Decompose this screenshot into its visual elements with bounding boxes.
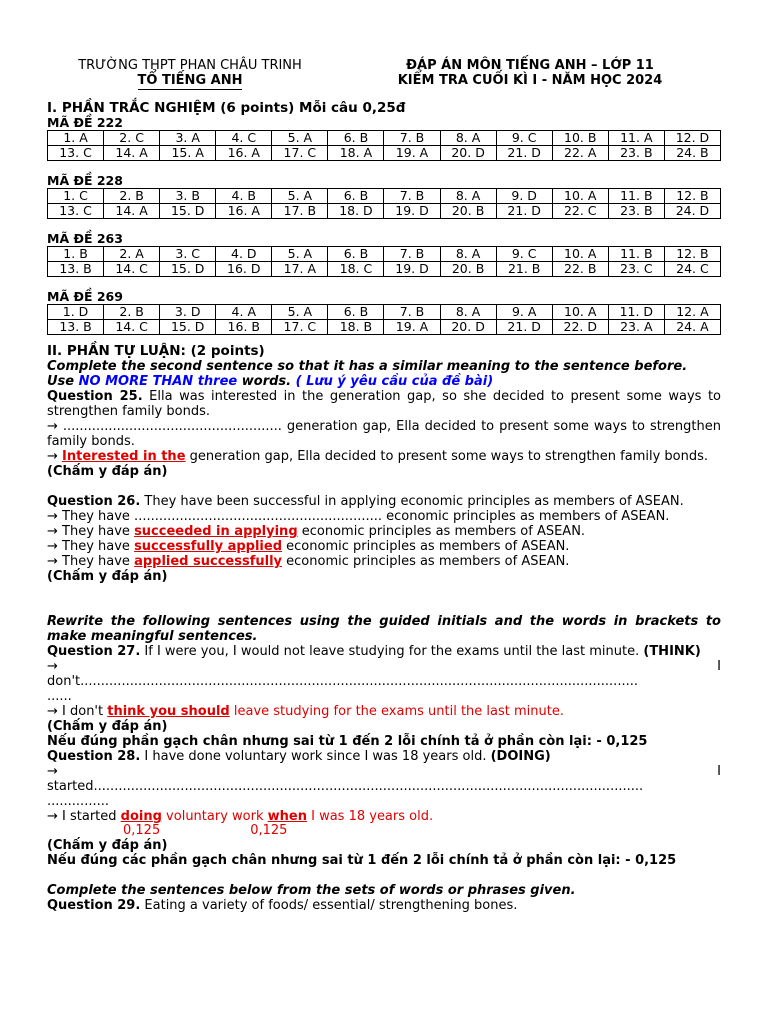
q27-answer: → I don't think you should leave studying for the exams until the last minute. bbox=[47, 704, 564, 719]
answer-cell: 2. B bbox=[104, 305, 160, 320]
answer-cell: 15. D bbox=[160, 204, 216, 219]
answer-cell: 21. B bbox=[496, 262, 552, 277]
answer-row bbox=[48, 262, 721, 277]
part2-title: II. PHẦN TỰ LUẬN: (2 points) bbox=[47, 343, 265, 359]
answer-row bbox=[48, 189, 721, 204]
q27-blank: → I bbox=[47, 659, 721, 674]
code-label: MÃ ĐỀ 263 bbox=[47, 231, 123, 246]
answer-cell: 3. D bbox=[160, 305, 216, 320]
q26-answer: → They have succeeded in applying economic principles as members of ASEAN. bbox=[47, 524, 586, 539]
answer-cell: 2. C bbox=[104, 131, 160, 146]
answer-cell: 18. C bbox=[328, 262, 384, 277]
answer-cell: 10. B bbox=[552, 131, 608, 146]
answer-cell: 22. D bbox=[552, 320, 608, 335]
header-right bbox=[385, 58, 675, 88]
answer-cell: 21. D bbox=[496, 320, 552, 335]
answer-cell: 5. A bbox=[272, 305, 328, 320]
answer-cell: 9. C bbox=[496, 131, 552, 146]
answer-cell: 24. D bbox=[664, 204, 720, 219]
answer-cell: 7. B bbox=[384, 305, 440, 320]
answer-cell: 23. A bbox=[608, 320, 664, 335]
code-label: MÃ ĐỀ 269 bbox=[47, 289, 123, 304]
answer-cell: 12. D bbox=[664, 131, 720, 146]
answer-cell: 16. D bbox=[216, 262, 272, 277]
answer-cell: 16. A bbox=[216, 146, 272, 161]
q28-note: (Chấm y đáp án) bbox=[47, 838, 168, 853]
answer-cell: 21. D bbox=[496, 146, 552, 161]
answer-cell: 20. B bbox=[440, 262, 496, 277]
question-25: Question 25. Ella was interested in the generation gap, so she decided to present some ways to strengthen family bonds. bbox=[47, 389, 721, 419]
answer-cell: 13. B bbox=[48, 262, 104, 277]
q27-blank-line: don't....................................................................................................................................... bbox=[47, 674, 638, 689]
answer-cell: 24. B bbox=[664, 146, 720, 161]
answer-cell: 14. C bbox=[104, 262, 160, 277]
answer-table-228 bbox=[47, 188, 721, 219]
answer-cell: 19. D bbox=[384, 204, 440, 219]
answer-cell: 8. A bbox=[440, 305, 496, 320]
answer-cell: 11. B bbox=[608, 247, 664, 262]
q26-answer: → They have successfully applied economic principles as members of ASEAN. bbox=[47, 539, 570, 554]
answer-cell: 4. A bbox=[216, 305, 272, 320]
answer-cell: 2. B bbox=[104, 189, 160, 204]
document-body bbox=[47, 100, 721, 913]
answer-cell: 22. A bbox=[552, 146, 608, 161]
answer-cell: 15. D bbox=[160, 262, 216, 277]
answer-cell: 9. A bbox=[496, 305, 552, 320]
answer-row bbox=[48, 247, 721, 262]
answer-cell: 13. B bbox=[48, 320, 104, 335]
answer-cell: 12. A bbox=[664, 305, 720, 320]
answer-cell: 11. A bbox=[608, 131, 664, 146]
answer-cell: 22. C bbox=[552, 204, 608, 219]
answer-cell: 16. A bbox=[216, 204, 272, 219]
answer-row bbox=[48, 305, 721, 320]
answer-cell: 6. B bbox=[328, 131, 384, 146]
answer-cell: 13. C bbox=[48, 204, 104, 219]
answer-row bbox=[48, 320, 721, 335]
answer-cell: 14. C bbox=[104, 320, 160, 335]
answer-cell: 3. A bbox=[160, 131, 216, 146]
answer-cell: 12. B bbox=[664, 247, 720, 262]
answer-cell: 10. A bbox=[552, 189, 608, 204]
answer-cell: 10. A bbox=[552, 247, 608, 262]
answer-cell: 13. C bbox=[48, 146, 104, 161]
q27-blank-end: ...... bbox=[47, 689, 72, 704]
q26-note: (Chấm y đáp án) bbox=[47, 569, 168, 584]
q25-answer: → Interested in the generation gap, Ella decided to present some ways to strengthen family bonds. bbox=[47, 449, 709, 464]
answer-row bbox=[48, 146, 721, 161]
answer-cell: 1. A bbox=[48, 131, 104, 146]
answer-cell: 23. B bbox=[608, 146, 664, 161]
answer-cell: 20. B bbox=[440, 204, 496, 219]
answer-cell: 23. B bbox=[608, 204, 664, 219]
answer-cell: 1. C bbox=[48, 189, 104, 204]
q27-note: (Chấm y đáp án) bbox=[47, 719, 168, 734]
answer-cell: 7. B bbox=[384, 189, 440, 204]
q26-answer: → They have applied successfully economic principles as members of ASEAN. bbox=[47, 554, 570, 569]
question-28: Question 28. I have done voluntary work since I was 18 years old. (DOING) bbox=[47, 749, 551, 764]
answer-cell: 18. B bbox=[328, 320, 384, 335]
code-label: MÃ ĐỀ 222 bbox=[47, 115, 123, 130]
answer-cell: 17. C bbox=[272, 320, 328, 335]
answer-cell: 14. A bbox=[104, 204, 160, 219]
answer-cell: 4. D bbox=[216, 247, 272, 262]
answer-cell: 3. B bbox=[160, 189, 216, 204]
school-name: TRƯỜNG THPT PHAN CHÂU TRINH bbox=[78, 58, 302, 73]
answer-cell: 21. D bbox=[496, 204, 552, 219]
document-title: ĐÁP ÁN MÔN TIẾNG ANH – LỚP 11 bbox=[406, 58, 654, 73]
answer-cell: 8. A bbox=[440, 247, 496, 262]
question-26: Question 26. They have been successful in applying economic principles as members of ASEAN. bbox=[47, 494, 684, 509]
answer-cell: 20. D bbox=[440, 146, 496, 161]
question-29: Question 29. Eating a variety of foods/ essential/ strengthening bones. bbox=[47, 898, 518, 913]
q27-rule: Nếu đúng phần gạch chân nhưng sai từ 1 đến 2 lỗi chính tả ở phần còn lại: - 0,125 bbox=[47, 734, 648, 749]
instruction-rewrite: Rewrite the following sentences using the guided initials and the words in brackets to make meaningful sentences. bbox=[47, 614, 721, 644]
answer-cell: 3. C bbox=[160, 247, 216, 262]
header-left bbox=[60, 58, 320, 90]
answer-cell: 4. C bbox=[216, 131, 272, 146]
answer-cell: 6. B bbox=[328, 189, 384, 204]
answer-cell: 1. D bbox=[48, 305, 104, 320]
answer-cell: 5. A bbox=[272, 247, 328, 262]
q26-blank: → They have ............................................................ economic principles as members of ASEAN. bbox=[47, 509, 670, 524]
answer-cell: 19. A bbox=[384, 320, 440, 335]
q28-blank-end: ............... bbox=[47, 794, 109, 809]
answer-cell: 9. D bbox=[496, 189, 552, 204]
answer-cell: 2. A bbox=[104, 247, 160, 262]
q28-rule: Nếu đúng các phần gạch chân nhưng sai từ 1 đến 2 lỗi chính tả ở phần còn lại: - 0,125 bbox=[47, 853, 677, 868]
answer-table-269 bbox=[47, 304, 721, 335]
answer-cell: 8. A bbox=[440, 189, 496, 204]
answer-cell: 24. A bbox=[664, 320, 720, 335]
answer-cell: 15. A bbox=[160, 146, 216, 161]
answer-cell: 18. D bbox=[328, 204, 384, 219]
answer-row bbox=[48, 131, 721, 146]
answer-cell: 6. B bbox=[328, 305, 384, 320]
question-27: Question 27. If I were you, I would not leave studying for the exams until the last minute. (THINK) bbox=[47, 644, 701, 659]
answer-cell: 24. C bbox=[664, 262, 720, 277]
answer-cell: 5. A bbox=[272, 189, 328, 204]
instruction-limit: Use NO MORE THAN three words. ( Lưu ý yêu cầu của đề bài) bbox=[47, 374, 494, 389]
answer-cell: 8. A bbox=[440, 131, 496, 146]
answer-cell: 11. D bbox=[608, 305, 664, 320]
instruction: Complete the second sentence so that it has a similar meaning to the sentence before. bbox=[47, 359, 688, 374]
answer-cell: 23. C bbox=[608, 262, 664, 277]
answer-cell: 12. B bbox=[664, 189, 720, 204]
answer-table-263 bbox=[47, 246, 721, 277]
answer-cell: 7. B bbox=[384, 247, 440, 262]
answer-cell: 7. B bbox=[384, 131, 440, 146]
answer-cell: 10. A bbox=[552, 305, 608, 320]
q25-note: (Chấm y đáp án) bbox=[47, 464, 168, 479]
answer-cell: 6. B bbox=[328, 247, 384, 262]
answer-cell: 1. B bbox=[48, 247, 104, 262]
answer-cell: 19. D bbox=[384, 262, 440, 277]
answer-cell: 15. D bbox=[160, 320, 216, 335]
answer-cell: 19. A bbox=[384, 146, 440, 161]
document-subtitle: KIỂM TRA CUỐI KÌ I - NĂM HỌC 2024 bbox=[397, 73, 663, 88]
answer-cell: 11. B bbox=[608, 189, 664, 204]
answer-cell: 14. A bbox=[104, 146, 160, 161]
answer-cell: 9. C bbox=[496, 247, 552, 262]
q28-scores: 0,125 0,125 bbox=[123, 823, 288, 838]
code-label: MÃ ĐỀ 228 bbox=[47, 173, 123, 188]
part1-title: I. PHẦN TRẮC NGHIỆM (6 points) Mỗi câu 0,25đ bbox=[47, 100, 406, 116]
answer-cell: 4. B bbox=[216, 189, 272, 204]
q28-blank-line: started..................................................................................................................................... bbox=[47, 779, 644, 794]
answer-cell: 22. B bbox=[552, 262, 608, 277]
q28-blank: → I bbox=[47, 764, 721, 779]
answer-cell: 18. A bbox=[328, 146, 384, 161]
answer-cell: 16. B bbox=[216, 320, 272, 335]
q25-blank: → ..................................................... generation gap, Ella decided to present some ways to strengthen family bonds. bbox=[47, 419, 721, 449]
answer-cell: 5. A bbox=[272, 131, 328, 146]
answer-cell: 17. C bbox=[272, 146, 328, 161]
q28-answer: → I started doing voluntary work when I was 18 years old. bbox=[47, 809, 434, 824]
answer-cell: 20. D bbox=[440, 320, 496, 335]
answer-row bbox=[48, 204, 721, 219]
answer-cell: 17. A bbox=[272, 262, 328, 277]
answer-cell: 17. B bbox=[272, 204, 328, 219]
answer-table-222 bbox=[47, 130, 721, 161]
instruction-complete: Complete the sentences below from the sets of words or phrases given. bbox=[47, 883, 576, 898]
department-name: TỔ TIẾNG ANH bbox=[137, 73, 243, 88]
